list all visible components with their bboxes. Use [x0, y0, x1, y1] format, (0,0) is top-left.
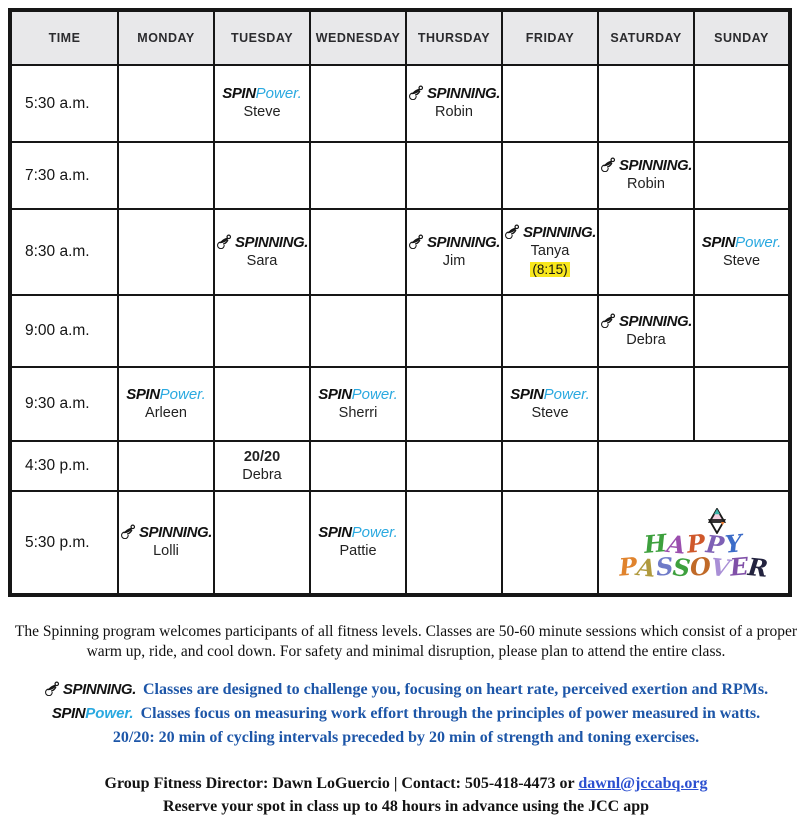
instructor-name: Lolli	[153, 543, 179, 560]
schedule-row	[10, 142, 790, 209]
schedule-cell	[118, 142, 214, 209]
schedule-cell	[694, 295, 790, 367]
time-label: 4:30 p.m.	[25, 457, 90, 474]
spinpower-wordmark-bold: SPIN	[318, 524, 352, 542]
schedule-cell	[406, 491, 502, 595]
cyclist-icon	[600, 313, 618, 328]
schedule-cell	[214, 65, 310, 142]
spinpower-wordmark-bold: SPIN	[126, 385, 160, 403]
instructor-name: Steve	[531, 404, 569, 421]
instructor-name: Pattie	[339, 543, 377, 560]
schedule-cell	[406, 295, 502, 367]
spinpower-wordmark-light: Power.	[351, 385, 398, 403]
contact-text: Group Fitness Director: Dawn LoGuercio | Contact: 505-418-4473 or	[104, 774, 579, 792]
column-header: SUNDAY	[694, 10, 790, 65]
instructor-name: Debra	[626, 331, 666, 348]
column-header: TIME	[10, 10, 118, 65]
time-cell	[10, 491, 118, 595]
schedule-cell	[406, 441, 502, 491]
schedule-row	[10, 441, 790, 491]
spinning-logo	[407, 85, 501, 103]
instructor-name: Steve	[243, 104, 281, 121]
spinpower-wordmark-bold: SPIN	[318, 385, 352, 403]
schedule-table	[8, 8, 792, 597]
instructor-name: Debra	[242, 467, 282, 483]
spinning-logo	[119, 524, 213, 542]
time-label: 9:00 a.m.	[25, 322, 90, 339]
schedule-cell	[406, 209, 502, 295]
schedule-cell	[502, 65, 598, 142]
schedule-cell	[118, 441, 214, 491]
instructor-name: Robin	[627, 176, 665, 193]
intro-line: The Spinning program welcomes participants of all fitness levels. Classes are 50-60 minute sessions which consist of a proper	[14, 623, 798, 640]
time-label: 8:30 a.m.	[25, 243, 90, 260]
schedule-row	[10, 367, 790, 441]
spinpower-wordmark-light: Power.	[159, 385, 206, 403]
spinpower-wordmark-bold: SPIN	[510, 385, 544, 403]
time-cell	[10, 142, 118, 209]
schedule-cell	[694, 65, 790, 142]
column-header: MONDAY	[118, 10, 214, 65]
spinpower-wordmark-light: Power.	[735, 233, 782, 251]
schedule-cell	[118, 491, 214, 595]
time-cell	[10, 441, 118, 491]
spinning-logo	[407, 234, 501, 252]
cyclist-icon	[408, 234, 426, 249]
schedule-cell	[310, 65, 406, 142]
instructor-name: Sara	[246, 252, 278, 269]
spinpower-logo	[215, 85, 309, 103]
schedule-row	[10, 209, 790, 295]
schedule-cell	[502, 142, 598, 209]
instructor-name: Tanya	[530, 242, 570, 259]
schedule-cell	[214, 295, 310, 367]
schedule-cell	[118, 295, 214, 367]
email-link[interactable]: dawnl@jccabq.org	[578, 774, 708, 792]
schedule-row	[10, 491, 790, 595]
schedule-cell	[310, 441, 406, 491]
schedule-cell	[214, 367, 310, 441]
intro-paragraph	[0, 622, 812, 663]
schedule-row	[10, 295, 790, 367]
time-cell	[10, 295, 118, 367]
schedule-cell	[214, 441, 310, 491]
spinpower-logo	[311, 386, 405, 404]
schedule-cell	[406, 65, 502, 142]
schedule-cell	[598, 209, 694, 295]
spinpower-logo	[695, 234, 788, 252]
schedule-cell	[502, 367, 598, 441]
column-header: WEDNESDAY	[310, 10, 406, 65]
spinning-logo	[44, 681, 136, 699]
schedule-cell	[598, 295, 694, 367]
column-header: THURSDAY	[406, 10, 502, 65]
schedule-cell	[214, 491, 310, 595]
contact-line	[0, 772, 812, 795]
spinning-wordmark: SPINNING.	[618, 312, 693, 330]
column-header: TUESDAY	[214, 10, 310, 65]
legend-spinpower-row	[0, 702, 812, 726]
spinpower-logo	[311, 524, 405, 542]
legend-spinning-text: Classes are designed to challenge you, focusing on heart rate, perceived exertion and RPMs.	[142, 680, 769, 698]
time-label: 7:30 a.m.	[25, 166, 90, 184]
legend-spinpower-text: Classes focus on measuring work effort through the principles of power measured in watts.	[140, 704, 761, 722]
spinning-wordmark: SPINNING.	[426, 233, 501, 251]
instructor-name: Jim	[442, 252, 466, 269]
spinpower-wordmark-light: Power.	[255, 85, 302, 103]
schedule-cell	[310, 491, 406, 595]
cyclist-icon	[600, 157, 618, 172]
schedule-cell	[598, 142, 694, 209]
column-header: FRIDAY	[502, 10, 598, 65]
contact-section	[0, 772, 812, 818]
column-header: SATURDAY	[598, 10, 694, 65]
spinpower-logo	[503, 386, 597, 404]
cyclist-icon	[216, 234, 234, 249]
schedule-row	[10, 65, 790, 142]
time-cell	[10, 65, 118, 142]
time-cell	[10, 367, 118, 441]
schedule-cell	[502, 441, 598, 491]
spinpower-wordmark-light: Power.	[543, 385, 590, 403]
spinning-wordmark: SPINNING.	[138, 524, 213, 542]
legend-spinning-row	[0, 678, 812, 702]
schedule-cell	[502, 209, 598, 295]
instructor-name: Robin	[435, 104, 473, 121]
schedule-cell	[118, 65, 214, 142]
intro-line: warm up, ride, and cool down. For safety and minimal disruption, please plan to attend the entire class.	[86, 643, 726, 661]
spinning-wordmark: SPINNING.	[62, 680, 136, 698]
schedule-cell	[502, 295, 598, 367]
spinpower-wordmark-bold: SPIN	[222, 85, 256, 103]
class-title: 20/20	[243, 448, 281, 465]
spinpower-wordmark-bold: SPIN	[51, 704, 86, 722]
schedule-cell	[214, 142, 310, 209]
schedule-cell	[118, 367, 214, 441]
spinning-logo	[599, 157, 693, 175]
spinpower-wordmark-light: Power.	[351, 524, 398, 542]
spinpower-logo	[52, 705, 134, 723]
spinning-wordmark: SPINNING.	[234, 233, 309, 251]
schedule-cell	[310, 142, 406, 209]
spinning-logo	[215, 234, 309, 252]
schedule-cell	[118, 209, 214, 295]
instructor-name: Arleen	[145, 404, 187, 421]
schedule-cell	[694, 367, 790, 441]
spinning-wordmark: SPINNING.	[426, 85, 501, 103]
instructor-name: Steve	[722, 252, 761, 269]
schedule-cell	[598, 441, 790, 491]
schedule-cell	[310, 367, 406, 441]
schedule-cell	[310, 209, 406, 295]
happy-passover-art	[614, 509, 774, 583]
schedule-cell	[310, 295, 406, 367]
cyclist-icon	[120, 524, 138, 539]
reserve-line: Reserve your spot in class up to 48 hours in advance using the JCC app	[163, 798, 649, 816]
spinpower-wordmark-bold: SPIN	[701, 233, 736, 251]
schedule-cell	[694, 209, 790, 295]
schedule-cell	[406, 142, 502, 209]
schedule-cell	[598, 491, 790, 595]
time-label: 5:30 a.m.	[25, 94, 90, 112]
schedule-cell	[598, 65, 694, 142]
cyclist-icon	[504, 224, 522, 239]
passover-word-happy: HAPPY	[642, 528, 745, 561]
spinning-logo	[503, 224, 597, 242]
cyclist-icon	[408, 85, 426, 100]
schedule-cell	[406, 367, 502, 441]
schedule-cell	[598, 367, 694, 441]
instructor-name: Sherri	[338, 404, 378, 421]
spinpower-wordmark-light: Power.	[85, 704, 134, 722]
time-note-highlight: (8:15)	[532, 261, 568, 277]
schedule-cell	[214, 209, 310, 295]
schedule-body	[10, 65, 790, 595]
schedule-cell	[694, 142, 790, 209]
spinning-wordmark: SPINNING.	[522, 223, 597, 241]
cyclist-icon	[44, 681, 62, 696]
legend-2020-row	[0, 726, 812, 750]
spinning-logo	[599, 313, 693, 331]
time-cell	[10, 209, 118, 295]
spinpower-logo	[119, 386, 213, 404]
passover-word-passover: PASSOVER	[617, 550, 770, 583]
time-label: 5:30 p.m.	[25, 533, 90, 551]
schedule-cell	[502, 491, 598, 595]
spinning-wordmark: SPINNING.	[618, 157, 693, 175]
time-label: 9:30 a.m.	[25, 395, 90, 412]
legend-2020-text: 20/20: 20 min of cycling intervals preceded by 20 min of strength and toning exercises.	[112, 728, 700, 746]
time-note	[503, 260, 597, 281]
legend-section	[0, 678, 812, 750]
schedule-head-row	[10, 10, 790, 65]
